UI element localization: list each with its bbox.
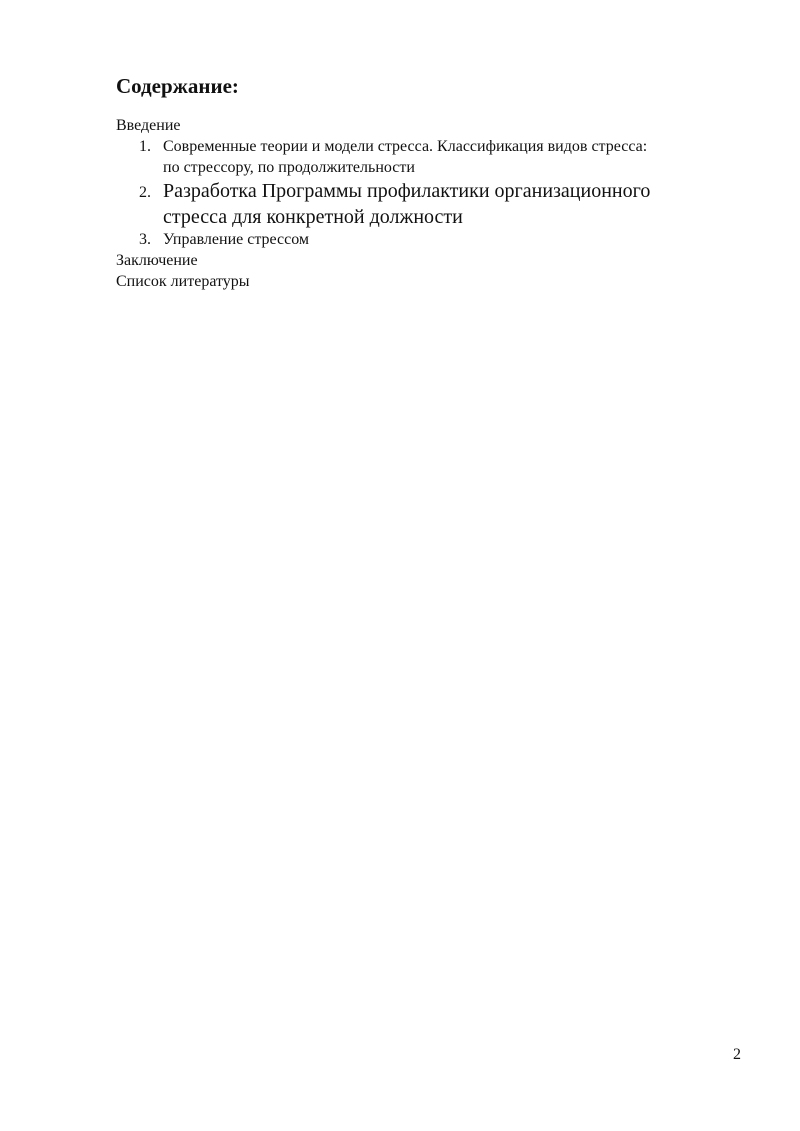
toc-title: Содержание: (116, 74, 239, 98)
page-number: 2 (733, 1046, 741, 1063)
toc-item-2-number: 2. (139, 184, 151, 201)
toc-conclusion: Заключение (116, 252, 198, 269)
toc-item-3-number: 3. (139, 231, 151, 248)
toc-references: Список литературы (116, 273, 250, 290)
toc-item-1-line2: по стрессору, по продолжительности (163, 159, 415, 176)
toc-item-2-line1: Разработка Программы профилактики организационного (163, 180, 651, 202)
toc-item-1-line1: Современные теории и модели стресса. Классификация видов стресса: (163, 138, 648, 155)
toc-intro: Введение (116, 117, 181, 134)
toc-item-2-line2: стресса для конкретной должности (163, 206, 463, 228)
toc-item-1-number: 1. (139, 138, 151, 155)
toc-item-3-line1: Управление стрессом (163, 231, 310, 248)
